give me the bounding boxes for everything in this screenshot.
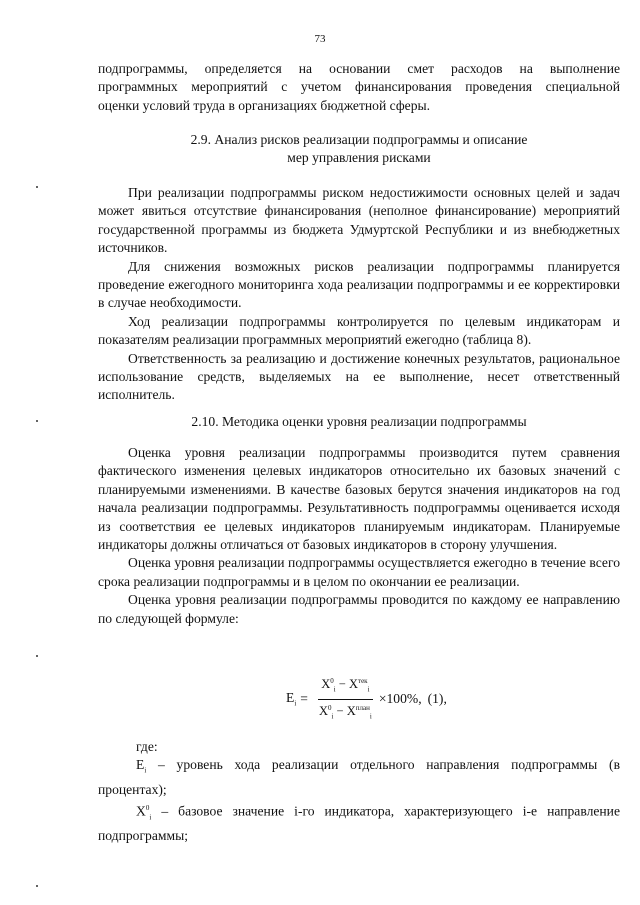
paragraph: Для снижения возможных рисков реализации подпрограммы планируется проведение ежегодного мониторинга хода реализации подпрограммы и ее корректировки в случае необходимости. <box>98 258 620 311</box>
section-2-10-heading: 2.10. Методика оценки уровня реализации подпрограммы <box>191 414 527 429</box>
paragraph: Ход реализации подпрограммы контролируется по целевым индикаторам и показателям реализации программных мероприятий ежегодно (таблица 8). <box>98 313 620 348</box>
scan-speck <box>36 186 38 188</box>
section-2-9-title-line2: мер управления рисками <box>287 150 431 166</box>
intro-line: программных мероприятий с учетом финансирования проведения специальной <box>98 79 620 95</box>
paragraph: Ответственность за реализацию и достижение конечных результатов, рациональное использование средств, выделяемых на ее выполнение, несет ответственный исполнитель. <box>98 350 620 403</box>
scan-speck <box>36 420 38 422</box>
scan-speck <box>36 885 38 887</box>
formula-denominator: $X^0_i - X^{план}_i$ <box>318 703 372 721</box>
formula-multiplier: ×100%, <box>378 691 422 707</box>
formula-number: (1), <box>427 691 447 707</box>
formula <box>286 674 447 724</box>
section-2-10-body <box>98 444 620 628</box>
intro-paragraph <box>98 60 620 115</box>
where-section <box>98 738 620 845</box>
paragraph: При реализации подпрограммы риском недостижимости основных целей и задач может явиться отсутствие финансирования (неполное финансирование) мероприятий государственной программы из бюджета Удмуртской Республики и из внебюджетных источников. <box>98 185 620 256</box>
formula-numerator: $X^0_i - X^{тек}_i$ <box>318 674 372 700</box>
where-label: где: <box>136 739 158 754</box>
paragraph: Оценка уровня реализации подпрограммы проводится по каждому ее направлению по следующей формуле: <box>98 592 620 626</box>
definition-e: $E_i$ – уровень хода реализации отдельного направления подпрограммы (в процентах); <box>98 757 620 797</box>
formula-fraction <box>316 674 375 724</box>
formula-lhs: $E_i$ <box>286 690 297 709</box>
scan-speck <box>36 655 38 657</box>
paragraph: Оценка уровня реализации подпрограммы производится путем сравнения фактического изменения целевых индикаторов относительно их базовых значений с планируемыми изменениями. В качестве базовых берутся значения индикаторов на год начала реализации подпрограммы. Результативность подпрограммы оценивается исходя из соответствия ее целевых индикаторов планируемым индикаторам. Планируемые индикаторы должны отличаться от базовых индикаторов в сторону улучшения. <box>98 445 620 553</box>
page-number: 73 <box>314 33 326 45</box>
formula-equals: = <box>300 691 308 707</box>
paragraph: Оценка уровня реализации подпрограммы осуществляется ежегодно в течение всего срока реализации подпрограммы и в целом по окончании ее реализации. <box>98 555 620 589</box>
intro-line: подпрограммы, определяется на основании смет расходов на выполнение <box>98 61 620 76</box>
intro-line: оценки условий труда в организациях бюджетной сферы. <box>98 97 431 113</box>
section-2-9-heading <box>98 131 620 168</box>
section-2-9-body <box>98 184 620 405</box>
section-2-9-title-line1: 2.9. Анализ рисков реализации подпрограммы и описание <box>190 132 528 147</box>
definition-x0: $X^0_i$ – базовое значение i-го индикатора, характеризующего i-е направление подпрограммы; <box>98 803 620 843</box>
